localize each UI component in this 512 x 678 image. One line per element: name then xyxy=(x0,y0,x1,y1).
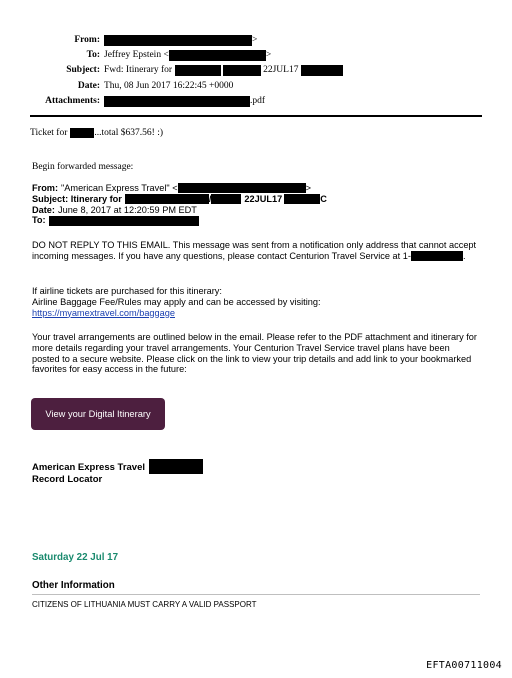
fwd-subject-row xyxy=(32,194,477,205)
ticket-suffix: ...total $637.56! :) xyxy=(94,128,163,138)
header-subject-row xyxy=(30,63,480,78)
airline-line-2: Airline Baggage Fee/Rules may apply and can be accessed by visiting: xyxy=(32,296,321,307)
no-reply-text: DO NOT REPLY TO THIS EMAIL. This message was sent from a notification only address that cannot accept incoming messages. If you have any questions, please contact Centurion Travel Service at 1- xyxy=(32,240,477,261)
redaction-box xyxy=(175,65,221,76)
no-reply-notice xyxy=(32,240,477,262)
other-info-divider xyxy=(32,594,480,595)
header-subject-value: Fwd: Itinerary for xyxy=(104,65,173,76)
header-to-row xyxy=(30,48,480,63)
other-info-text: CITIZENS OF LITHUANIA MUST CARRY A VALID PASSPORT xyxy=(32,600,257,609)
fwd-subject-end: C xyxy=(320,193,327,204)
redaction-box xyxy=(70,128,94,138)
amex-travel-label: American Express Travel xyxy=(32,462,146,473)
fwd-date-label: Date: xyxy=(32,204,55,215)
redaction-box xyxy=(149,459,203,474)
header-from-row xyxy=(30,33,480,48)
fwd-from-label: From: xyxy=(32,183,59,193)
forwarded-label: Begin forwarded message: xyxy=(32,162,134,172)
header-attachments-row xyxy=(30,94,480,109)
ticket-prefix: Ticket for xyxy=(30,128,68,138)
header-subject-label: Subject: xyxy=(66,65,100,76)
redaction-box xyxy=(178,183,306,193)
redaction-box xyxy=(125,194,209,204)
record-locator-label: Record Locator xyxy=(32,474,103,485)
header-divider xyxy=(30,115,482,117)
fwd-date-value: June 8, 2017 at 12:20:59 PM EDT xyxy=(57,204,197,215)
fwd-date-row xyxy=(32,205,477,216)
header-to-end: > xyxy=(265,50,272,61)
attachment-file-ext[interactable]: .pdf xyxy=(250,95,266,106)
bates-number: EFTA00711004 xyxy=(426,660,502,671)
view-itinerary-button[interactable]: View your Digital Itinerary xyxy=(31,398,165,430)
redaction-box xyxy=(104,35,252,46)
redaction-box xyxy=(223,65,261,76)
airline-notice xyxy=(32,286,477,318)
header-to-value: Jeffrey Epstein < xyxy=(104,50,169,61)
header-date-label: Date: xyxy=(77,80,100,91)
fwd-from-end: > xyxy=(305,183,311,193)
email-header xyxy=(30,33,480,109)
fwd-from-value: "American Express Travel" < xyxy=(61,183,178,193)
other-info-heading: Other Information xyxy=(32,580,115,591)
fwd-subject-label: Subject: Itinerary for xyxy=(32,193,122,204)
fwd-from-row xyxy=(32,183,477,194)
arrangements-paragraph: Your travel arrangements are outlined below in the email. Please refer to the PDF attachment and itinerary for more details regarding your travel arrangements. Your Centurion Travel Service travel plans have been posted to a secure website. Please click on the link to view your trip details and add link to your bookmarked favorites for easy access in the future: xyxy=(32,332,477,375)
redaction-box xyxy=(301,65,343,76)
ticket-line xyxy=(30,128,163,138)
airline-line-1: If airline tickets are purchased for this itinerary: xyxy=(32,286,222,296)
redaction-box xyxy=(49,216,199,226)
forwarded-header xyxy=(32,183,477,226)
no-reply-end: . xyxy=(462,250,466,261)
header-attachments-label: Attachments: xyxy=(45,95,100,106)
redaction-box xyxy=(169,50,266,61)
fwd-to-label: To: xyxy=(32,215,46,226)
redaction-box xyxy=(284,194,320,204)
redaction-box xyxy=(208,193,241,204)
itinerary-date-heading: Saturday 22 Jul 17 xyxy=(32,552,119,563)
header-date-row xyxy=(30,79,480,94)
header-from-end: > xyxy=(252,35,258,45)
fwd-to-row xyxy=(32,215,477,226)
fwd-subject-slash: / xyxy=(208,193,212,204)
baggage-link[interactable]: https://myamextravel.com/baggage xyxy=(32,307,175,318)
redaction-box xyxy=(411,251,463,261)
header-date-value: Thu, 08 Jun 2017 16:22:45 +0000 xyxy=(104,80,234,91)
header-from-label: From: xyxy=(74,35,100,45)
header-subject-mid: 22JUL17 xyxy=(263,65,299,76)
header-to-label: To: xyxy=(86,50,100,61)
redaction-box xyxy=(104,96,250,107)
fwd-subject-mid: 22JUL17 xyxy=(244,193,283,204)
record-locator-block xyxy=(32,462,203,486)
